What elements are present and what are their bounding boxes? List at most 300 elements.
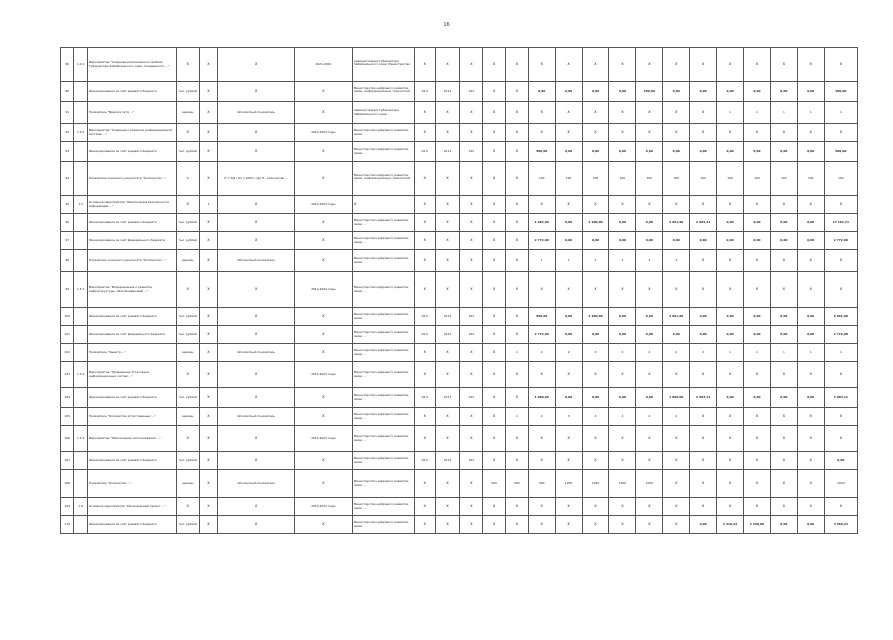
table-cell: 2 — [555, 250, 582, 272]
table-cell: X — [717, 250, 744, 272]
table-cell: X — [797, 498, 824, 516]
table-cell — [74, 142, 87, 162]
table-cell — [74, 250, 87, 272]
table-cell: X — [690, 426, 717, 452]
table-cell: X — [435, 162, 460, 196]
table-cell: Министерство цифрового развития, связи ... — [352, 408, 414, 426]
table-cell: 0,00 — [690, 326, 717, 344]
table-cell: 0,00 — [555, 326, 582, 344]
table-cell: X — [824, 362, 857, 388]
table-cell: X — [218, 326, 295, 344]
table-row — [61, 196, 858, 214]
table-cell: X — [505, 452, 528, 470]
table-cell: 2 772,00 — [528, 232, 555, 250]
table-cell: 0,00 — [609, 388, 636, 408]
table-cell: X — [435, 344, 460, 362]
table-cell: 4 003,11 — [824, 388, 857, 408]
table-cell: 0,00 — [717, 82, 744, 102]
table-cell: Министерство цифрового развития, связи ... — [352, 452, 414, 470]
table-cell: 0,00 — [636, 232, 663, 250]
table-cell: 0,00 — [744, 388, 771, 408]
table-cell: X — [528, 498, 555, 516]
table-cell: X — [609, 102, 636, 124]
table-cell: X — [505, 124, 528, 142]
table-row — [61, 48, 858, 82]
table-cell: X — [636, 452, 663, 470]
table-row — [61, 498, 858, 516]
table-cell: X — [609, 516, 636, 534]
table-cell: 4 — [582, 408, 609, 426]
table-cell: X — [663, 426, 690, 452]
table-cell: Мероприятие "Обеспечение использования ..." — [87, 426, 176, 452]
table-cell: X — [505, 48, 528, 82]
table-cell: X — [717, 272, 744, 308]
table-cell: X — [505, 272, 528, 308]
table-cell: X — [460, 196, 483, 214]
table-cell: X — [609, 124, 636, 142]
table-cell: Абсолютный показатель — [218, 344, 295, 362]
table-cell: Основное мероприятие "Обеспечение безопасности информации ..." — [87, 196, 176, 214]
table-cell: X — [505, 214, 528, 232]
table-cell: X — [717, 124, 744, 142]
table-cell: X — [663, 124, 690, 142]
table-cell: X — [435, 250, 460, 272]
table-cell: 500,00 — [528, 142, 555, 162]
table-cell: X — [770, 250, 797, 272]
table-cell: X — [460, 408, 483, 426]
table-cell: X — [176, 362, 199, 388]
table-cell: X — [414, 102, 435, 124]
table-cell: X — [582, 362, 609, 388]
table-cell: 0,00 — [555, 308, 582, 326]
table-cell: 0,00 — [717, 214, 744, 232]
table-cell: X — [505, 308, 528, 326]
table-cell: X — [797, 452, 824, 470]
table-cell: X — [582, 452, 609, 470]
table-cell: X — [744, 452, 771, 470]
table-cell: 3 569,23 — [824, 516, 857, 534]
table-cell: X — [414, 362, 435, 388]
table-cell: 2014-2024 годы — [294, 196, 352, 214]
table-cell: X — [744, 362, 771, 388]
table-cell: 0,00 — [609, 308, 636, 326]
table-cell: 242 — [460, 142, 483, 162]
table-cell: 3 961,90 — [663, 308, 690, 326]
table-cell: 242 — [460, 452, 483, 470]
table-cell: Показатель "Количество аттестованных ..." — [87, 408, 176, 426]
table-cell: 1 — [717, 102, 744, 124]
table-cell: X — [582, 48, 609, 82]
table-cell: Финансирование за счёт краевого бюджета — [87, 388, 176, 408]
table-cell: 1.4.2 — [74, 124, 87, 142]
table-cell: X — [663, 452, 690, 470]
table-cell: X — [717, 362, 744, 388]
table-cell: X — [414, 48, 435, 82]
table-cell: 0,00 — [582, 326, 609, 344]
table-row — [61, 516, 858, 534]
table-cell: X — [199, 344, 218, 362]
table-cell: Министерство цифрового развития, связи ... — [352, 516, 414, 534]
table-cell: X — [460, 470, 483, 498]
table-cell: 0,00 — [797, 308, 824, 326]
table-cell: X — [636, 362, 663, 388]
table-cell: 0,00 — [770, 308, 797, 326]
table-cell: Показатель "Количество ..." — [87, 470, 176, 498]
table-cell: 0,00 — [770, 142, 797, 162]
table-row — [61, 162, 858, 196]
table-cell: X — [636, 124, 663, 142]
table-cell: X — [218, 142, 295, 162]
table-cell: Показатель "Время в пути ..." — [87, 102, 176, 124]
table-cell: 0,00 — [797, 388, 824, 408]
table-cell: 500 — [505, 470, 528, 498]
table-cell: 0,00 — [770, 232, 797, 250]
table-cell: единиц — [176, 250, 199, 272]
table-cell: X — [582, 102, 609, 124]
table-cell: X — [414, 162, 435, 196]
table-cell — [74, 326, 87, 344]
table-cell: X — [352, 196, 414, 214]
table-cell: X — [555, 48, 582, 82]
table-cell: тыс. рублей — [176, 452, 199, 470]
table-cell: X — [609, 498, 636, 516]
table-cell: X — [824, 124, 857, 142]
table-cell: Министерство цифрового развития, связи ... — [352, 470, 414, 498]
table-cell: Показатель конечного результата "Количество ..." — [87, 250, 176, 272]
table-cell: X — [176, 498, 199, 516]
table-cell: X — [199, 250, 218, 272]
table-cell: 2014-2024 годы — [294, 124, 352, 142]
table-cell: 103 — [61, 362, 74, 388]
table-cell: X — [528, 516, 555, 534]
table-cell: X — [199, 498, 218, 516]
table-row — [61, 82, 858, 102]
table-cell: 0,00 — [770, 326, 797, 344]
table-cell: Министерство цифрового развития, связи ... — [352, 308, 414, 326]
table-cell: Мероприятие "Проведение аттестации информационных систем ..." — [87, 362, 176, 388]
table-cell: 0,00 — [609, 232, 636, 250]
table-cell: 0,00 — [663, 326, 690, 344]
table-cell: 4 — [663, 408, 690, 426]
table-cell: 0113 — [435, 388, 460, 408]
table-cell: X — [483, 214, 506, 232]
table-cell: Абсолютный показатель — [218, 102, 295, 124]
table-cell: X — [717, 196, 744, 214]
table-cell: X — [744, 48, 771, 82]
table-cell: 0,00 — [528, 82, 555, 102]
table-cell: 100 — [797, 162, 824, 196]
table-cell: X — [824, 498, 857, 516]
table-cell: 1 — [770, 344, 797, 362]
table-row — [61, 452, 858, 470]
table-cell: X — [483, 124, 506, 142]
table-cell: X — [460, 498, 483, 516]
table-cell: 0,00 — [717, 142, 744, 162]
table-cell: 0,00 — [582, 388, 609, 408]
table-cell: X — [770, 362, 797, 388]
table-cell: 2 772,00 — [824, 326, 857, 344]
table-cell: 04 0 — [414, 308, 435, 326]
table-cell: 1 — [797, 102, 824, 124]
table-cell: X — [414, 426, 435, 452]
table-cell: X — [505, 196, 528, 214]
table-cell: 2 — [636, 344, 663, 362]
table-cell: X — [460, 426, 483, 452]
table-cell: X — [414, 498, 435, 516]
table-cell: X — [460, 124, 483, 142]
table-cell: Мероприятие "Модернизация и развитие инфраструктуры, обеспечивающей ..." — [87, 272, 176, 308]
table-cell: 1 — [717, 344, 744, 362]
table-cell: 0,00 — [770, 214, 797, 232]
table-cell: Администрация Губернатора Забайкальского края ... — [352, 102, 414, 124]
table-row — [61, 272, 858, 308]
table-cell: X — [199, 48, 218, 82]
table-cell: X — [414, 196, 435, 214]
table-cell — [74, 102, 87, 124]
table-cell: 1 200,00 — [582, 214, 609, 232]
table-cell: X — [528, 196, 555, 214]
table-cell: 0,00 — [797, 516, 824, 534]
table-cell: Министерство цифрового развития, связи ... — [352, 362, 414, 388]
table-cell: X — [294, 142, 352, 162]
table-cell: 242 — [460, 326, 483, 344]
table-cell: X — [609, 426, 636, 452]
table-row — [61, 124, 858, 142]
table-cell: X — [555, 272, 582, 308]
table-cell: X — [744, 408, 771, 426]
table-cell: 242 — [460, 82, 483, 102]
table-cell: 95 — [61, 196, 74, 214]
table-cell: X — [199, 124, 218, 142]
table-cell: 100 — [824, 162, 857, 196]
table-cell: 1 — [824, 344, 857, 362]
table-cell: 2021-2024 — [294, 48, 352, 82]
table-cell: X — [294, 82, 352, 102]
table-cell: Министерство цифрового развития, связи ... — [352, 250, 414, 272]
table-cell: X — [528, 426, 555, 452]
table-cell: 100 — [717, 162, 744, 196]
table-cell: X — [824, 196, 857, 214]
table-cell: 0,00 — [582, 82, 609, 102]
table-cell: X — [636, 272, 663, 308]
table-cell: X — [744, 250, 771, 272]
table-cell: Министерство цифрового развития, связи ... — [352, 124, 414, 142]
table-cell: 4 — [636, 408, 663, 426]
table-cell: X — [690, 362, 717, 388]
page-number: 16 — [443, 22, 450, 28]
table-cell: 2 419,23 — [717, 516, 744, 534]
table-cell: X — [690, 102, 717, 124]
table-cell: X — [294, 308, 352, 326]
table-cell: X — [582, 196, 609, 214]
table-cell: X — [636, 48, 663, 82]
table-cell — [74, 308, 87, 326]
table-row — [61, 326, 858, 344]
table-cell: Министерство цифрового развития, связи ... — [352, 388, 414, 408]
table-cell: X — [528, 102, 555, 124]
table-cell: X — [770, 272, 797, 308]
table-cell: X — [460, 48, 483, 82]
table-cell: 0,00 — [690, 142, 717, 162]
table-cell: X — [435, 272, 460, 308]
table-cell: Министерство цифрового развития, связи ... — [352, 272, 414, 308]
table-cell: X — [717, 426, 744, 452]
table-cell: 1 — [505, 408, 528, 426]
table-cell: Министерство цифрового развития, связи, информационных технологий ... — [352, 82, 414, 102]
table-cell: X — [528, 452, 555, 470]
table-cell: 1 994,00 — [528, 214, 555, 232]
table-cell: X — [505, 516, 528, 534]
table-cell: 91 — [61, 102, 74, 124]
table-cell: X — [663, 102, 690, 124]
table-cell: тыс. рублей — [176, 388, 199, 408]
table-cell: X — [199, 272, 218, 308]
table-cell: 0113 — [435, 82, 460, 102]
table-cell: X — [460, 362, 483, 388]
table-cell: 100 — [744, 162, 771, 196]
table-cell: X — [483, 272, 506, 308]
table-cell: 100,00 — [824, 82, 857, 102]
table-cell: X — [505, 232, 528, 250]
table-cell: 100 — [61, 308, 74, 326]
table-cell: X — [294, 232, 352, 250]
table-cell — [74, 452, 87, 470]
table-cell: X — [505, 362, 528, 388]
table-cell: X — [690, 452, 717, 470]
table-cell: Абсолютный показатель — [218, 470, 295, 498]
table-cell: 0,00 — [555, 82, 582, 102]
table-cell: X — [435, 102, 460, 124]
table-cell: X — [555, 426, 582, 452]
table-cell: Финансирование за счёт краевого бюджета — [87, 308, 176, 326]
table-cell: X — [218, 426, 295, 452]
table-cell: X — [483, 326, 506, 344]
table-cell: тыс. рублей — [176, 326, 199, 344]
table-cell: 3 — [555, 408, 582, 426]
table-cell: 0,00 — [744, 214, 771, 232]
table-cell: 106 — [61, 426, 74, 452]
table-cell: X — [460, 162, 483, 196]
table-cell: Абсолютный показатель — [218, 250, 295, 272]
table-cell: 100 — [528, 162, 555, 196]
table-cell: X — [824, 272, 857, 308]
table-cell: X — [770, 48, 797, 82]
table-cell: 0,00 — [609, 214, 636, 232]
table-cell: X — [505, 142, 528, 162]
table-cell: X — [218, 214, 295, 232]
table-cell: Администрация Губернатора Забайкальского края; Министерство ... — [352, 48, 414, 82]
table-cell: 1 — [505, 344, 528, 362]
table-cell: X — [555, 498, 582, 516]
table-cell: X — [483, 48, 506, 82]
table-cell: 0,00 — [717, 232, 744, 250]
table-cell: X — [460, 344, 483, 362]
table-cell: 0,00 — [744, 308, 771, 326]
table-cell: X — [435, 426, 460, 452]
table-cell: X — [483, 362, 506, 388]
table-cell: X — [435, 408, 460, 426]
table-cell: X — [797, 250, 824, 272]
table-cell: Основное мероприятие "Региональный проект ..." — [87, 498, 176, 516]
table-cell: X — [435, 516, 460, 534]
table-cell: X — [414, 232, 435, 250]
table-cell: X — [199, 452, 218, 470]
table-cell: единиц — [176, 470, 199, 498]
table-cell: 0,00 — [717, 308, 744, 326]
table-cell: 242 — [460, 388, 483, 408]
table-cell: X — [218, 308, 295, 326]
table-cell: X — [483, 452, 506, 470]
table-cell: X — [609, 362, 636, 388]
table-row — [61, 214, 858, 232]
table-cell: 100 — [609, 162, 636, 196]
table-cell: тыс. рублей — [176, 308, 199, 326]
table-cell: X — [505, 82, 528, 102]
table-cell: X — [824, 408, 857, 426]
table-cell: 0113 — [435, 326, 460, 344]
table-cell: 0,00 — [797, 142, 824, 162]
table-cell: X — [414, 250, 435, 272]
table-cell: 0,00 — [609, 142, 636, 162]
table-cell: X — [294, 102, 352, 124]
table-cell: 0,00 — [797, 326, 824, 344]
table-cell: X — [483, 142, 506, 162]
table-cell: 104 — [61, 388, 74, 408]
table-cell: тыс. рублей — [176, 214, 199, 232]
table-cell: 110 — [61, 516, 74, 534]
table-cell: 2 — [690, 344, 717, 362]
table-cell: X — [414, 470, 435, 498]
table-cell: 2 — [555, 344, 582, 362]
table-cell: X — [797, 124, 824, 142]
table-cell: X — [582, 272, 609, 308]
table-cell: 0,00 — [663, 232, 690, 250]
table-cell: 86 — [61, 82, 74, 102]
table-cell: X — [717, 470, 744, 498]
table-cell: X — [435, 362, 460, 388]
table-cell: 2 — [582, 250, 609, 272]
table-cell: X — [199, 388, 218, 408]
table-cell: X — [460, 102, 483, 124]
table-cell: 0,00 — [797, 232, 824, 250]
table-cell: X — [218, 82, 295, 102]
table-cell: X — [770, 426, 797, 452]
table-cell: X — [797, 470, 824, 498]
table-cell: Финансирование за счёт краевого бюджета — [87, 142, 176, 162]
table-cell: 0,00 — [636, 214, 663, 232]
table-cell: X — [483, 250, 506, 272]
table-cell: 100 — [663, 162, 690, 196]
table-cell: X — [294, 470, 352, 498]
table-cell: X — [609, 48, 636, 82]
table-cell: 04 0 — [414, 388, 435, 408]
table-cell: X — [824, 426, 857, 452]
table-cell: X — [199, 516, 218, 534]
table-cell: X — [483, 408, 506, 426]
table-cell: X — [505, 498, 528, 516]
table-cell: единиц — [176, 344, 199, 362]
table-cell: 0,00 — [636, 388, 663, 408]
table-cell: X — [199, 326, 218, 344]
table-cell: 0,00 — [744, 82, 771, 102]
table-cell: X — [690, 498, 717, 516]
table-cell: X — [636, 516, 663, 534]
table-cell: X — [199, 408, 218, 426]
table-cell: X — [717, 408, 744, 426]
table-cell: 0,00 — [690, 308, 717, 326]
table-cell: X — [744, 196, 771, 214]
table-cell: 96 — [61, 214, 74, 232]
